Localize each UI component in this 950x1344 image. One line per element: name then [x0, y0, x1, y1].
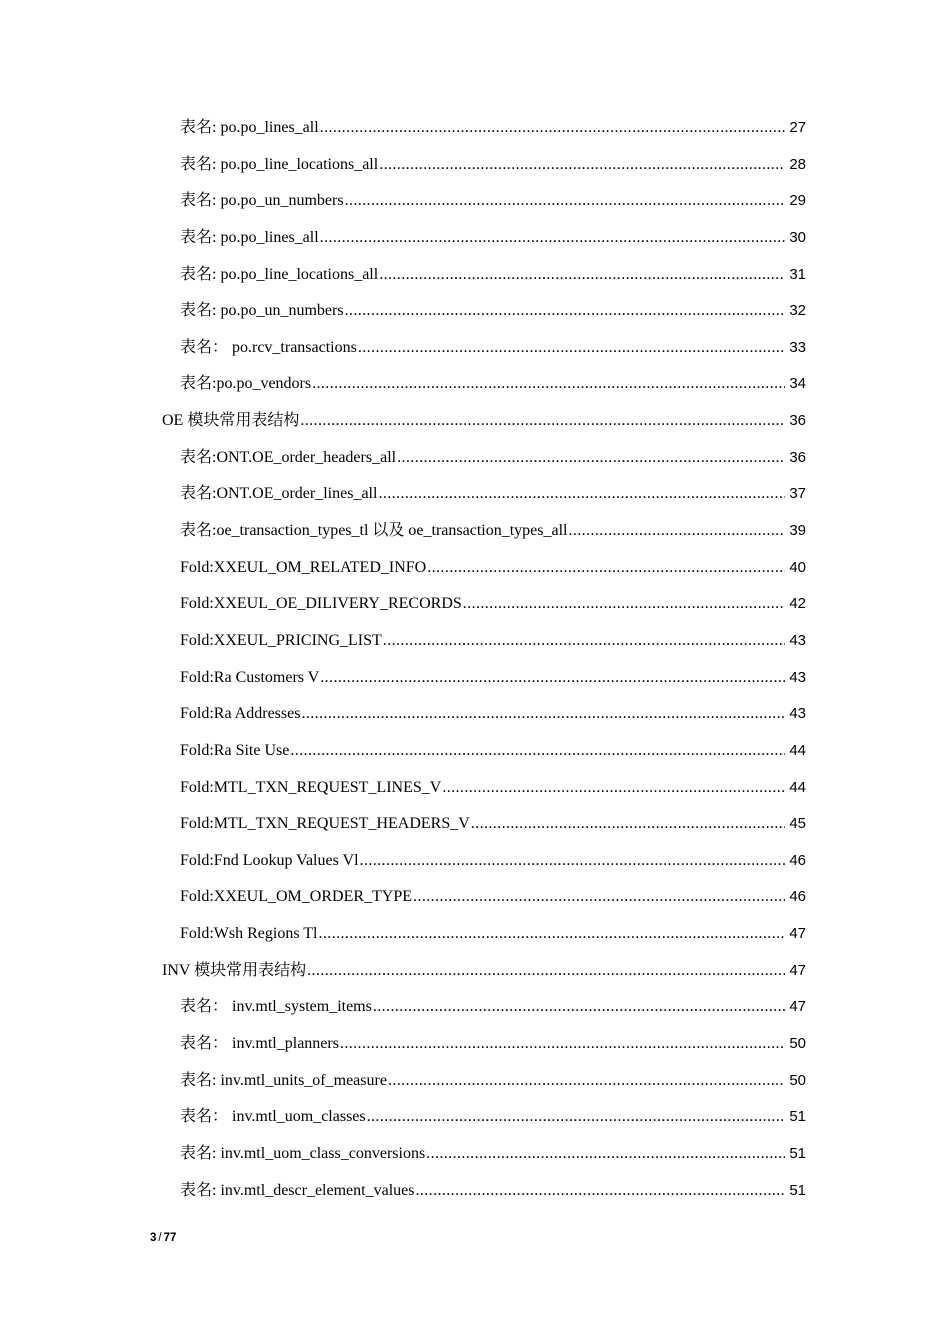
toc-dot-leader [397, 448, 785, 468]
toc-entry[interactable] [0, 661, 950, 698]
toc-page-number: 33 [789, 338, 806, 356]
toc-page-number: 47 [789, 998, 806, 1016]
toc-dot-leader [367, 1107, 785, 1127]
toc-entry-title: Fold:Ra Addresses [180, 705, 301, 723]
current-page-number: 3 [150, 1232, 157, 1244]
toc-entry[interactable] [0, 807, 950, 844]
toc-dot-leader [319, 924, 786, 944]
toc-entry[interactable] [0, 990, 950, 1027]
toc-dot-leader [345, 301, 785, 321]
toc-entry-title: Fold:Fnd Lookup Values Vl [180, 851, 359, 869]
toc-page-number: 47 [789, 961, 806, 979]
toc-page-number: 36 [789, 448, 806, 466]
toc-page-number: 51 [789, 1144, 806, 1162]
total-page-count: 77 [163, 1232, 177, 1244]
toc-entry[interactable] [0, 477, 950, 514]
toc-page-number: 40 [789, 558, 806, 576]
toc-dot-leader [383, 631, 785, 651]
toc-entry[interactable] [0, 258, 950, 295]
toc-page-number: 37 [789, 485, 806, 503]
toc-entry[interactable] [0, 148, 950, 185]
toc-dot-leader [379, 155, 785, 175]
toc-dot-leader [358, 338, 785, 358]
toc-entry[interactable] [0, 367, 950, 404]
toc-page-number: 46 [789, 851, 806, 869]
toc-entry-title: 表名: inv.mtl_descr_element_values [180, 1181, 415, 1199]
toc-dot-leader [378, 484, 785, 504]
toc-entry[interactable] [0, 697, 950, 734]
toc-dot-leader [427, 558, 785, 578]
toc-dot-leader [373, 997, 785, 1017]
toc-dot-leader [320, 118, 785, 138]
toc-page-number: 34 [789, 375, 806, 393]
toc-entry-title: Fold:MTL_TXN_REQUEST_LINES_V [180, 778, 442, 796]
toc-dot-leader [442, 778, 785, 798]
toc-page-number: 32 [789, 302, 806, 320]
toc-page-number: 30 [789, 228, 806, 246]
toc-page-number: 29 [789, 192, 806, 210]
toc-entry-title: 表名: po.po_un_numbers [180, 302, 344, 320]
toc-page-number: 39 [789, 522, 806, 540]
toc-entry[interactable] [0, 1064, 950, 1101]
toc-dot-leader [379, 265, 785, 285]
toc-entry-title: 表名： inv.mtl_system_items [180, 998, 372, 1016]
toc-entry-title: Fold:MTL_TXN_REQUEST_HEADERS_V [180, 815, 470, 833]
toc-entry[interactable] [0, 1174, 950, 1211]
toc-entry-title: 表名: po.po_un_numbers [180, 192, 344, 210]
toc-entry-title: OE 模块常用表结构 [162, 412, 300, 430]
toc-dot-leader [388, 1071, 785, 1091]
toc-dot-leader [413, 887, 785, 907]
toc-entry-title: Fold:Ra Site Use [180, 741, 290, 759]
toc-page-number: 28 [789, 155, 806, 173]
page-separator: / [158, 1232, 162, 1244]
toc-entry[interactable] [0, 1027, 950, 1064]
toc-page-number: 42 [789, 595, 806, 613]
toc-page-number: 43 [789, 668, 806, 686]
toc-page-number: 45 [789, 815, 806, 833]
toc-entry[interactable] [0, 184, 950, 221]
toc-entry[interactable] [0, 551, 950, 588]
toc-entry-title: Fold:Wsh Regions Tl [180, 925, 318, 943]
toc-page-number: 31 [789, 265, 806, 283]
toc-entry-title: 表名: inv.mtl_units_of_measure [180, 1071, 387, 1089]
toc-entry-title: 表名: inv.mtl_uom_class_conversions [180, 1144, 426, 1162]
toc-dot-leader [345, 191, 785, 211]
toc-dot-leader [290, 741, 785, 761]
toc-page-number: 36 [789, 412, 806, 430]
toc-entry[interactable] [0, 624, 950, 661]
toc-entry-title: Fold:XXEUL_OM_RELATED_INFO [180, 558, 427, 576]
toc-page-number: 47 [789, 925, 806, 943]
toc-dot-leader [301, 704, 785, 724]
toc-dot-leader [320, 228, 785, 248]
toc-entry-title: Fold:XXEUL_PRICING_LIST [180, 631, 382, 649]
toc-dot-leader [463, 594, 785, 614]
toc-dot-leader [300, 411, 785, 431]
toc-page-number: 44 [789, 741, 806, 759]
toc-entry-title: 表名： inv.mtl_uom_classes [180, 1108, 366, 1126]
toc-entry[interactable] [0, 587, 950, 624]
toc-entry[interactable] [0, 441, 950, 478]
toc-section-heading[interactable] [0, 404, 950, 441]
page-number-footer [150, 1232, 176, 1244]
toc-entry[interactable] [0, 331, 950, 368]
toc-entry-title: 表名:oe_transaction_types_tl 以及 oe_transaction_types_all [180, 522, 568, 540]
table-of-contents [0, 111, 950, 1210]
toc-entry-title: Fold:Ra Customers V [180, 668, 320, 686]
toc-entry-title: 表名： po.rcv_transactions [180, 338, 357, 356]
toc-entry-title: 表名:ONT.OE_order_headers_all [180, 448, 397, 466]
toc-entry[interactable] [0, 1137, 950, 1174]
toc-dot-leader [307, 961, 785, 981]
toc-page-number: 27 [789, 119, 806, 136]
toc-entry[interactable] [0, 917, 950, 954]
toc-entry[interactable] [0, 1100, 950, 1137]
toc-page-number: 51 [789, 1108, 806, 1126]
toc-entry-title: 表名: po.po_line_locations_all [180, 155, 379, 173]
toc-page-number: 46 [789, 888, 806, 906]
toc-entry[interactable] [0, 734, 950, 771]
toc-dot-leader [340, 1034, 785, 1054]
toc-entry-title: 表名:ONT.OE_order_lines_all [180, 485, 378, 503]
toc-entry-title: 表名:po.po_vendors [180, 375, 312, 393]
toc-entry-title: 表名: po.po_lines_all [180, 119, 319, 136]
toc-dot-leader [312, 374, 785, 394]
toc-entry-title: INV 模块常用表结构 [162, 961, 307, 979]
toc-dot-leader [426, 1144, 785, 1164]
toc-dot-leader [415, 1181, 785, 1201]
toc-dot-leader [568, 521, 785, 541]
toc-entry-title: Fold:XXEUL_OE_DILIVERY_RECORDS [180, 595, 462, 613]
toc-entry[interactable] [0, 111, 950, 148]
toc-page-number: 51 [789, 1181, 806, 1199]
toc-dot-leader [471, 814, 785, 834]
toc-page-number: 43 [789, 631, 806, 649]
toc-section-heading[interactable] [0, 954, 950, 991]
toc-page-number: 43 [789, 705, 806, 723]
toc-entry-title: 表名: po.po_lines_all [180, 228, 319, 246]
toc-dot-leader [360, 851, 785, 871]
toc-entry[interactable] [0, 514, 950, 551]
toc-entry[interactable] [0, 844, 950, 881]
toc-entry-title: 表名: po.po_line_locations_all [180, 265, 379, 283]
toc-dot-leader [320, 668, 785, 688]
toc-entry[interactable] [0, 294, 950, 331]
toc-entry-title: 表名： inv.mtl_planners [180, 1035, 339, 1053]
toc-entry[interactable] [0, 880, 950, 917]
toc-entry[interactable] [0, 221, 950, 258]
toc-entry-title: Fold:XXEUL_OM_ORDER_TYPE [180, 888, 413, 906]
toc-page-number: 50 [789, 1035, 806, 1053]
toc-entry[interactable] [0, 771, 950, 808]
toc-page-number: 44 [789, 778, 806, 796]
toc-page-number: 50 [789, 1071, 806, 1089]
